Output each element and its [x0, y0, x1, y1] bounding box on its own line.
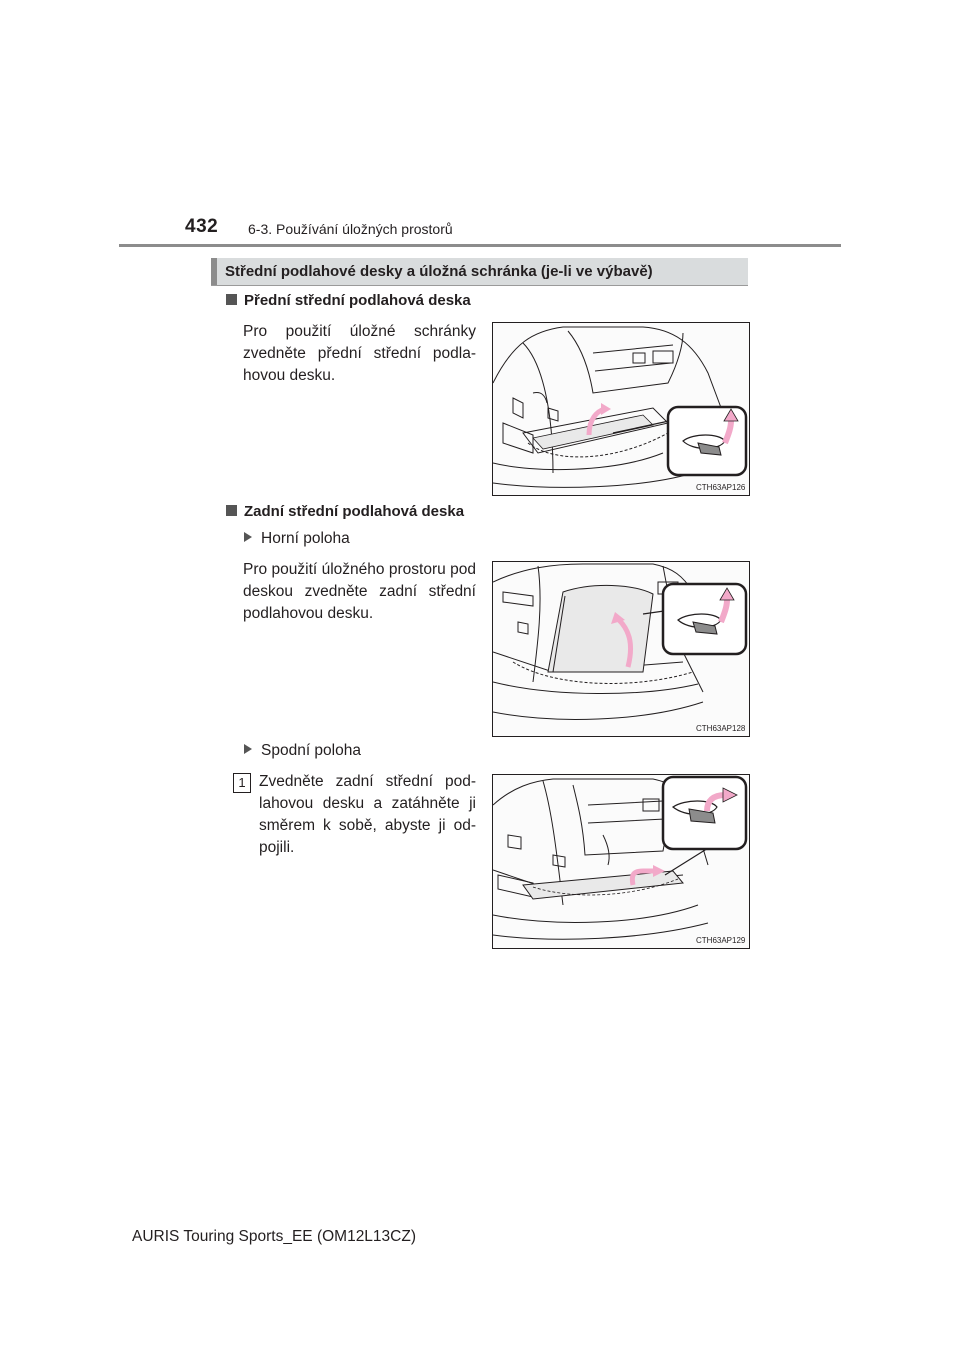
bullet-upper-position: [244, 530, 350, 548]
subheading-rear-board-text: Zadní střední podlahová deska: [244, 503, 465, 520]
lower-position-instruction: Zvedněte zadní střední pod-lahovou desku a zatáhněte ji směrem k sobě, abyste ji od-pojili.: [259, 773, 476, 856]
square-bullet-icon: [226, 505, 237, 516]
upper-position-label: Horní poloha: [261, 530, 350, 547]
subheading-front-board: [226, 292, 471, 309]
subheading-rear-board: [226, 503, 464, 520]
step-number: 1: [233, 773, 251, 793]
section-title: 6-3. Používání úložných prostorů: [248, 221, 453, 237]
topic-title: Střední podlahové desky a úložná schránka (je-li ve výbavě): [225, 263, 653, 280]
figure-code-3: CTH63AP129: [696, 936, 746, 945]
triangle-bullet-icon: [244, 744, 252, 754]
figure-lower-position: [492, 774, 750, 949]
figure-front-board: [492, 322, 750, 496]
figure-upper-position: [492, 561, 750, 737]
car-trunk-illustration-2: [493, 562, 749, 736]
footer-model: AURIS Touring Sports_EE (OM12L13CZ): [132, 1228, 416, 1245]
header-divider: [119, 244, 841, 247]
figure-code-1: CTH63AP126: [696, 483, 746, 492]
page-number: 432: [185, 216, 219, 237]
subheading-front-board-text: Přední střední podlahová deska: [244, 292, 471, 309]
topic-bar-accent: [211, 258, 217, 285]
topic-bar: [211, 258, 748, 286]
figure-code-2: CTH63AP128: [696, 724, 746, 733]
upper-position-instruction: Pro použití úložného prostoru pod deskou zvedněte zadní střední podlahovou desku.: [243, 561, 476, 622]
square-bullet-icon: [226, 294, 237, 305]
car-trunk-illustration-1: [493, 323, 749, 495]
triangle-bullet-icon: [244, 532, 252, 542]
bullet-lower-position: [244, 742, 361, 760]
lower-position-label: Spodní poloha: [261, 742, 361, 759]
front-board-instruction: Pro použití úložné schránky zvedněte přední střední podla-hovou desku.: [243, 323, 476, 384]
car-trunk-illustration-3: [493, 775, 749, 948]
